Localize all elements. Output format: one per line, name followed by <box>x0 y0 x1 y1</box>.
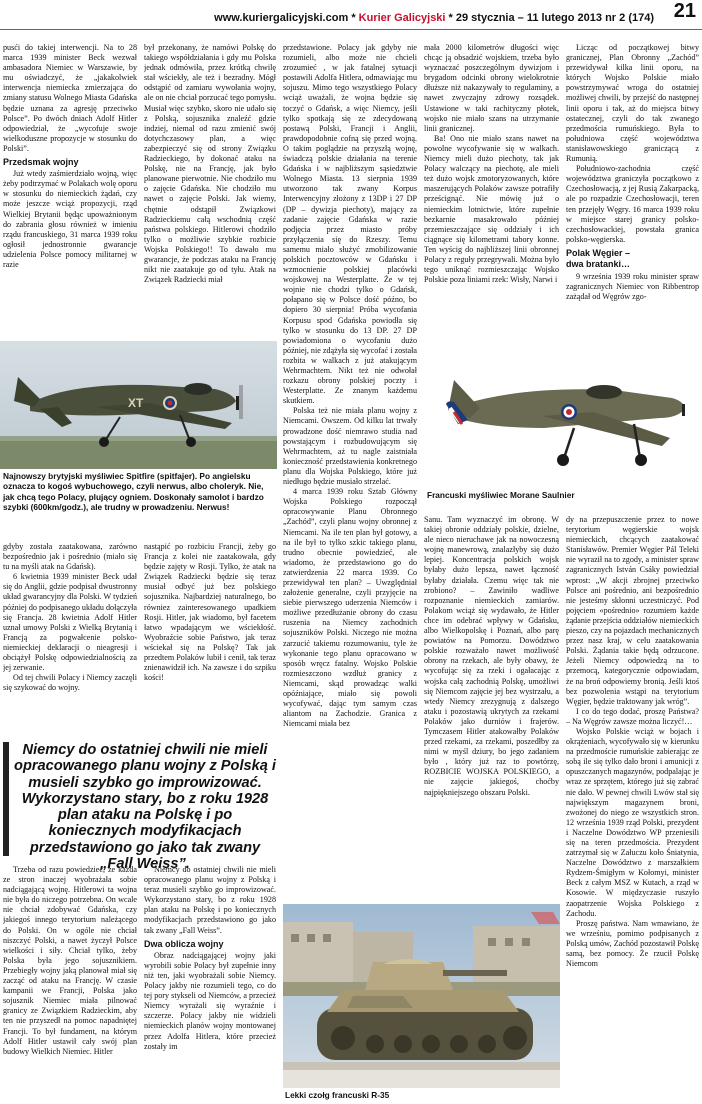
paragraph: mała 2000 kilometrów długości więc chcąc ją obsadzić wojskiem, trzeba było wyznaczać poszczególnym dywizjom i brygadom odcinki obrony wielokrotnie dłuższe niż nakazywały to regulaminy, a nawet zwyczajny zdrowy rozsądek. Ustawione w taki rachityczny płotek, wojsko nie miało szans na utrzymanie linii granicznej. <box>424 43 559 133</box>
article-column-1-middle <box>3 542 137 732</box>
page-header <box>0 0 702 30</box>
paragraph: 6 kwietnia 1939 minister Beck udał się do Anglii, gdzie podpisał dwustronny układ gwarancyjny dla Polski. W tydzień później do podpisanego układu dołączyła się Francja. 28 kwietnia Adolf Hitler uznał umowy Polski z Wielką Brytanią i Francją za pogwałcenie polsko-niemieckiej deklaracji o nieagresji i obciążył Polskę odpowiedzialnością za jej zerwanie. <box>3 572 137 673</box>
paragraph: nastąpić po rozbiciu Francji, żeby go Francja z kolei nie zaatakowała, gdy będzie zajęty w Rosji. Tylko, że atak na Związek Radziecki będzie się teraz musiał odbyć już bez polskiego sojusznika. Najbardziej naturalnego, bo równiez zainteresowanego upadkiem Rosji. Hitler, jak wiadomo, był facetem łatwo wpadającym we wściekłość. Wyobraźcie sobie Państwo, jak teraz wściekał się na Polskę? Tak jak przedtem Polaków lubił i cenił, tak teraz znienawidził ich. Na zawsze i do szpiku kości! <box>144 542 276 683</box>
r35-tank-photo <box>283 904 560 1088</box>
morane-image <box>424 346 702 486</box>
page-number: 21 <box>673 0 696 22</box>
section-heading: Przedsmak wojny <box>3 157 79 168</box>
header-meta <box>214 12 654 24</box>
heading-line: Polak Węgier – <box>566 247 631 258</box>
article-column-4-bottom <box>424 515 559 880</box>
morane-caption: Francuski myśliwiec Morane Saulnier <box>427 490 575 500</box>
paragraph: Proszę państwa. Nam wmawiano, że we wrześniu, pomimo podpisanych z Polską umów, Zachód pozostawił Polskę samą, bez pomocy. Że rzucił Polskę Niemcom <box>566 918 699 969</box>
paragraph: I co do tego dodać, proszę Państwa? – Na Węgrów zawsze można liczyć!… <box>566 706 699 726</box>
pull-quote: Niemcy do ostatniej chwili nie mieli opracowanego planu wojny z Polską i musieli szybko go improwizować. Wykorzystano stary, bo z roku 1928 plan ataku na Polskę i po koniecznych modyfikacjach przedstawiono go jako tak zwany „Fall Weiss”. <box>14 742 276 873</box>
issue-info: 29 stycznia – 11 lutego 2013 nr 2 (174) <box>455 12 654 24</box>
header-rule <box>0 29 702 30</box>
paragraph: był przekonany, że namówi Polskę do takiego współdziałania i gdy mu Polska jednak odmówiła, przez krótką chwilę stał wściekły, ale też i bezradny. Mógł odstąpić od zamiaru wywołania wojny, ale on nie chciał porzucać tego pomysłu. Musiał więc szybko, skoro nie udało się z Polską, sojusznika znaleźć gdzie indziej, niemal od razu zmienić swój dotychczasowy plan, a więc zabezpieczyć się od strony Związku Radzieckiego, by dokonać ataku na Polskę, nie na Francję, jak było planowane pierwotnie. Nie chodziło mu o zajęcie Gdańska. Nie chodziło mu nawet o zajęcie Polski. Jak wiemy, chętnie odstąpił Związkowi Radzieckiemu całą wschodnią część państwa polskiego. Hitlerowi chodziło tylko o możliwie szybkie rozbicie Wojska Polskiego!! To dawało mu gwarancje, że podczas ataku na Francję nikt nie zaatakuje go od tyłu. Atak na Związek Radziecki miał <box>144 43 276 285</box>
header-separator: * <box>448 12 453 24</box>
article-column-2-bottom <box>144 865 276 1104</box>
spitfire-caption: Najnowszy brytyjski myśliwiec Spitfire (spitfajer). Po angielsku oznacza to kogoś wybuchowego, czyli nerwus, albo choleryk. Nie, jak chcą tego Polacy, plujący ogniem. Doskonały samolot i bardzo szybki (600km/godz.), ale trudny w prowadzeniu. Nerwus! <box>3 471 264 513</box>
header-separator: * <box>351 12 356 24</box>
section-heading <box>566 248 699 270</box>
section-heading: Dwa oblicza wojny <box>144 938 224 949</box>
paragraph: dy na przepuszczenie przez to nowe terytorium węgierskie wojsk niemieckich, chcących zaatakować Stanisławów. Premier Węgier Pál Teleki nie wyraził na to zgody, a minister spraw zagranicznych István Csáky powiedział wprost: „W akcji zbrojnej przeciwko Polsce ani pośrednio, ani bezpośrednio nie jesteśmy skłonni uczestniczyć. Pod pojęciem «pośrednio» rozumiem każde żądanie przejścia oddziałów niemieckich pieszo, czy na pojazdach mechanicznych przez nasz kraj, w celu zaatakowania Polski. Żądania takie będą odrzucone. Jeżeli Niemcy odpowiedzą na to przemocą, kategorycznie odpowiadam, że na broń odpowiemy bronią. Jeśli ktoś bez pozwolenia wstąpi na terytorium Węgier, będzie traktowany jak wróg”. <box>566 515 699 706</box>
article-column-3 <box>283 43 417 913</box>
paragraph: Ba! Ono nie miało szans nawet na powolne wycofywanie się w walkach. Niemcy mieli dużo piechoty, tak jak Polacy walczący na piechotę, ale mieli też dużo wojsk zmotoryzowanych, które maszerujących Polaków zawsze potrafiły prześcignąć. Nie mówię już o niemieckim lotnictwie, które zupełnie bezkarnie masakrowało później przemieszczające się oddziały i ich ciągnące się kilometrami tabory konne. Ten wyścig do najbliższej linii obronnej Polacy z reguły przegrywali. Można było tego uniknąć rozmieszczając Wojsko Polskie poza liniami rzek: Wisły, Narwi i <box>424 133 559 285</box>
paragraph: 9 września 1939 roku minister spraw zagranicznych Niemiec von Ribbentrop zażądał od Węgrów zgo- <box>566 271 699 302</box>
paragraph: Niemcy do ostatniej chwili nie mieli opracowanego planu wojny z Polską i teraz musieli szybko go improwizować. Wykorzystano stary, bo z roku 1928 plan ataku na Polskę i po koniecznych modyfikacjach przedstawiono go jako tak zwany „Fall Weiss”. <box>144 865 276 935</box>
article-column-2-middle <box>144 542 276 732</box>
article-column-2-top <box>144 43 276 339</box>
paragraph: gdyby została zaatakowana, zarówno bezpośrednio jak i pośrednio (miało się tu na myśli atak na Gdańsk). <box>3 542 137 572</box>
spitfire-image <box>0 341 277 469</box>
paragraph: przedstawione. Polacy jak gdyby nie rozumieli, albo może nie chcieli zrozumieć , w jak fatalnej sytuacji postawili Adolfa Hitlera, odmawiając mu sojuszu. Mimo tego wszystkiego Polacy wciąż uważali, że wojna będzie się toczyć o Gdańsk, a więc Niemcy, jeśli tylko spotkają się ze zdecydowaną postawą Polski, Francji i Anglii, prawdopodobnie cofną się przed wojną. O takim poglądzie na przyszłą wojnę, świadczą polskie działania na terenie Gdańska i w najbliższym sąsiedztwie Wolnego Miasta. 13 sierpnia 1939 utworzono tak zwany Korpus Interwencyjny złożony z 13DP i 27 DP (DP – dywizja piechoty), mający za zadanie zajęcie Gdańska w razie podjęcia przez miasto próby przyłączenia się do Rzeszy. Temu samemu miało służyć zmobilizowanie polskich pocztowców w Gdańsku i wzmocnienie polskiej placówki wojskowej na Westerplatte. Że w tej wojnie nie chodzi tylko o Gdańsk, połapano się w Polsce dość późno, bo dopiero 30 sierpnia! Próba wycofania Korpusu spod Gdańska powiodła się tylko w stosunku do 13 DP. 27 DP powiadomiona o wycofaniu dużo później, nie zdążyła się wycofać i została rozbita w walkach z już atakującym Wehrmachtem. Nikt też nie odwołał rozkazu obrony polskiej poczty i Westerplatte. Ze znanym każdemu skutkiem. <box>283 43 417 406</box>
spitfire-photo <box>0 341 277 469</box>
paragraph: Południowo-zachodnia część województwa graniczyła początkowo z Czechosłowacją, z jej Rusią Zakarpacką, ale po rozpadzie Czechosłowacji, teren ten przejęły Węgry. 16 marca 1939 roku w miejsce starej granicy polsko-czechosłowackiej, powstała granica polsko-węgierska. <box>566 164 699 244</box>
paragraph: 4 marca 1939 roku Sztab Główny Wojska Polskiego rozpoczął opracowywanie Planu Obronnego „Zachód”, czyli planu wojny obronnej z Niemcami. Na ile ten plan był gotowy, a na ile był to tylko szkic takiego planu, trudno obecnie powiedzieć, ale wiadomo, że przedstawiono go do zatwierdzenia 22 marca 1939. Co przewidywał ten plan? – Uwzględniał założenie generalne, czyli przyjęcie na siebie pierwszego uderzenia Niemców i możliwe przedłużanie obrony do czasu ruszenia na Niemcy zachodnich sojuszników Polski. Niczego nie można zarzucić takiemu rozumowaniu, tyle że wykonanie tego planu opracowano w sposób wręcz fatalny. Wojsko Polskie rozmieszczono wzdłuż granicy z Niemcami, skąd prowadząc walki opóźniające, miało się powoli wycofywać, dając tym samym czas aliantom na Zachodzie. Granica z Niemcami miała bez <box>283 487 417 729</box>
site-url[interactable]: www.kuriergalicyjski.com <box>214 12 349 24</box>
r35-tank-caption: Lekki czołg francuski R-35 <box>285 1090 390 1100</box>
pull-quote-bar <box>3 742 9 856</box>
paragraph: Obraz nadciągającej wojny jaki wyrobili sobie Polacy był zupełnie inny niż ten, jaki wyobrażali sobie Niemcy. Polacy jakby nie rozumieli tego, co do tej pory stykseli od Niemców, a przecież Niemcy wyrażali się wyraźnie i szczerze. Polacy jakby nie widzieli niemieckich planów wojny montowanej przez Adolfa Hitlera, które przecież zostały im <box>144 950 276 1051</box>
paragraph: Polska też nie miała planu wojny z Niemcami. Owszem. Od kilku lat trwały prowadzone dość niemrawo studia nad powstającym i rozbudowującym się Wehrmachtem, aż tu nagle zaistniała konieczność przedstawienia konkretnego planu dla Wojska Polskiego, które już niedługo będzie musiało strzelać. <box>283 406 417 487</box>
paragraph: Już wtedy zaśmierdziało wojną, więc żeby podtrzymać w Polakach wolę oporu w stosunku do niemieckich żądań, czy może jeszcze wciąż propozycji, rząd Wielkiej Brytanii będąc upoważnionym do zabrania głosu również w imieniu rządu francuskiego, 31 marca 1939 roku ogłosił jednostronnie gwarancje udzielenia Polsce pomocy militarnej w razie <box>3 169 137 269</box>
paragraph: Trzeba od razu powiedzieć, że każda ze stron inaczej wyobrażała sobie nadciągającą wojnę. Hitlerowi ta wojna nie była do niczego potrzebna. On wcale nie chciał zdobywać Gdańska, czy jakiegoś innego terytorium należącego do Polski. On w ogóle nie chciał niszczyć Polski, a nawet życzył Polsce wielkości i siły. Chciał tylko, żeby Polska była jego sojusznikiem. Przebiegły wojny jaką planował miał się zacząć od ataku na Francję. W czasie kampanii we Francji, Polska jako sojusznik Niemiec miała pilnować granicy ze Związkiem Radzieckim, aby ten nie przyszedł na pomoc napadniętej Francji. To był fundament, na którym Adolf Hitler ustawił cały swój plan budowy Wielkich Niemiec. Hitler <box>3 865 137 1056</box>
paragraph: Licząc od początkowej bitwy granicznej, Plan Obronny „Zachód” przewidywał kilka linii oporu, na których Wojsko Polskie miało powstrzymywać wroga do ostatniej możliwej chwili, by przejść do następnej linii oporu i tak, aż do miejsca bitwy ostatecznej, czyli do tak zwanego przedmościa rumuńskiego. Była to południowa część województwa stanisławowskiego graniczącą z Rumunią. <box>566 43 699 164</box>
article-column-1-bottom <box>3 865 137 1104</box>
plane-marking: XT <box>128 396 144 410</box>
r35-tank-image <box>283 904 560 1088</box>
paragraph: Sanu. Tam wyznaczyć im obronę. W takiej obronie oddziały polskie, dzielne, ale nieco nieruchawe jak na nowoczesną wojnę manewrową, znalazłyby się dużo lepiej. Koncentracja polskich wojsk byłaby dużo lepsza, nawet łączność byłaby działała. Czemu więc tak nie zrobiono? – Zawiniło wadliwe rozpoznanie niemieckich zamiarów. Polakom wciąż się wydawało, że Hitler chce im odebrać wpływy w Gdańsku, albo Wielkopolskę i Poznań, albo parę powiatów na Pomorzu. Dowództwo polskie rozważało nawet możliwość obrony na rzekach, ale były obawy, że wycofując się za rzeki i ogałacając z wojska całą zachodnią Polskę, umożliwi się Niemcom zajęcie jej bez wystrzału, a wtedy Niemcy zrezygnują z dalszego ataku i pozostawią ukrytych za rzekami Polaków jako durniów i frajerów. Tymczasem Hitler atakowałby Polaków przed rzekami, za rzekami, poszedłby za nimi w myśl dziury, bo jego zadaniem było , który już raz to powtórzę, ROZBICIE WOJSKA POLSKIEGO, a nie zajęcie jakiegoś, choćby najpiękniejszego obszaru Polski. <box>424 515 559 797</box>
publication-name: Kurier Galicyjski <box>358 12 446 24</box>
heading-line: dwa bratanki… <box>566 258 631 269</box>
paragraph: Wojsko Polskie wciąż w bojach i okrążeniach, wycofywało się w kierunku na przedmoście rumuńskie zabierając ze sobą ile się tylko dało broni i amunicji z opuszczanych magazynów, podpalając je wraz ze sprzętem, którego już się zabrać nie dało. W pewnej chwili Lwów stał się największym magazynem broni, zwożonej do niego ze wszystkich stron. 12 września 1939 rząd Polski, prezydent i Naczelne Dowództwo WP przeniesili się na teren przedmościa. Prezydent zatrzymał się w Załuczu koło Śniatynia, Naczelne Dowództwo z marszałkiem Rydzem-Śmigłym w Kołomyi, minister Beck z całym MSZ w Kutach, a rząd w Kosowie. W międzyczasie ruszyło zaopatrzenie Wojska Polskiego z Zachodu. <box>566 726 699 918</box>
morane-saulnier-photo <box>424 346 702 486</box>
article-column-4-top <box>424 43 559 343</box>
article-column-1-top <box>3 43 137 339</box>
paragraph: pusći do takiej interwencji. Na to 28 marca 1939 minister Beck wezwał ambasadora Niemiec w Warszawie, by mu oświadczyć, że „jakakolwiek interwencja niemiecka zmierzająca do zmiany statusu Wolnego Miasta Gdańska będzie uznana za agresję przeciwko Polsce”. Po dwóch dniach Adolf Hitler odpowiedział, że „wycofuje swoje wielkoduszne propozycje w stosunku do Polski”. <box>3 43 137 153</box>
article-column-5-bottom <box>566 515 699 1104</box>
paragraph: Od tej chwili Polacy i Niemcy zaczęli się szykować do wojny. <box>3 673 137 693</box>
article-column-5-top <box>566 43 699 343</box>
